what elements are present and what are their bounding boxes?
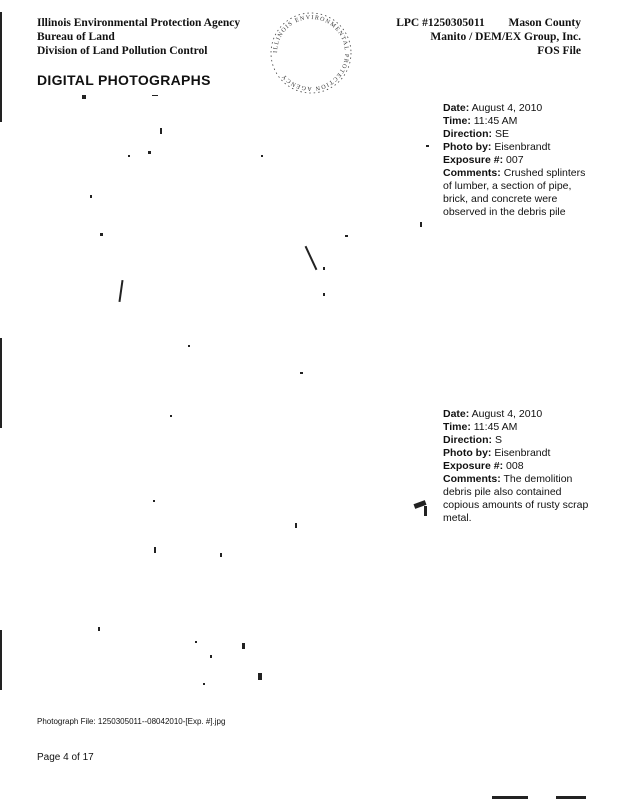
direction-label: Direction: xyxy=(443,128,493,140)
scan-speck xyxy=(195,641,197,643)
scan-speck xyxy=(118,280,123,302)
scan-edge-mark xyxy=(0,12,2,122)
date-value: August 4, 2010 xyxy=(471,102,543,114)
scan-speck xyxy=(100,233,103,236)
scan-speck xyxy=(305,246,318,270)
scan-speck xyxy=(152,95,158,96)
svg-text:ILLINOIS ENVIRONMENTAL PROTECT xyxy=(273,15,349,91)
scan-speck xyxy=(261,155,263,157)
exposure-value: 007 xyxy=(506,154,524,166)
site-name: Manito / DEM/EX Group, Inc. xyxy=(430,31,581,43)
exposure-value: 008 xyxy=(506,460,524,472)
scan-speck xyxy=(82,95,86,99)
scan-speck xyxy=(188,345,190,347)
bureau-name: Bureau of Land xyxy=(37,31,115,43)
scan-edge-mark xyxy=(0,630,2,690)
date-label: Date: xyxy=(443,408,470,420)
scan-speck xyxy=(220,553,222,557)
photographer-label: Photo by: xyxy=(443,141,492,153)
date-label: Date: xyxy=(443,102,470,114)
agency-name: Illinois Environmental Protection Agency xyxy=(37,17,241,29)
scan-speck xyxy=(210,655,212,658)
direction-label: Direction: xyxy=(443,434,493,446)
time-label: Time: xyxy=(443,421,471,433)
time-value: 11:45 AM xyxy=(473,115,518,127)
page-number: Page 4 of 17 xyxy=(37,752,94,763)
scan-speck xyxy=(90,195,92,198)
photo-area xyxy=(20,95,430,705)
comments-label: Comments: xyxy=(443,167,501,179)
scan-speck xyxy=(170,415,172,417)
scan-speck xyxy=(203,683,205,685)
scan-speck xyxy=(242,643,245,649)
scan-speck xyxy=(258,673,262,680)
exposure-label: Exposure #: xyxy=(443,460,504,472)
direction-value: S xyxy=(494,434,502,446)
scan-edge-mark xyxy=(556,796,586,799)
photo-caption-2 xyxy=(443,408,593,525)
county: Mason County xyxy=(508,17,581,29)
scan-speck xyxy=(323,267,325,270)
scan-edge-mark xyxy=(0,338,2,428)
comments-label: Comments: xyxy=(443,473,501,485)
photographer-value: Eisenbrandt xyxy=(494,447,551,459)
seal-text: ILLINOIS ENVIRONMENTAL PROTECTION AGENCY xyxy=(272,14,350,92)
direction-value: SE xyxy=(494,128,509,140)
scan-speck xyxy=(128,155,130,157)
scan-speck xyxy=(345,235,348,237)
agency-header xyxy=(37,16,240,58)
scan-speck xyxy=(323,293,325,296)
page-title: DIGITAL PHOTOGRAPHS xyxy=(37,72,211,88)
lpc-number: LPC #1250305011 xyxy=(396,17,485,29)
scan-speck xyxy=(420,222,422,227)
scan-edge-mark xyxy=(492,796,528,799)
scan-speck xyxy=(98,627,100,631)
scan-speck xyxy=(153,500,155,502)
scan-speck xyxy=(160,128,162,134)
scan-speck xyxy=(148,151,151,154)
time-label: Time: xyxy=(443,115,471,127)
scan-speck xyxy=(154,547,156,553)
agency-seal xyxy=(268,10,354,96)
exposure-label: Exposure #: xyxy=(443,154,504,166)
scan-speck xyxy=(424,506,427,516)
division-name: Division of Land Pollution Control xyxy=(37,45,208,57)
photo-file-name: Photograph File: 1250305011--08042010-[Exp. #].jpg xyxy=(37,717,226,726)
comments-value: Crushed splinters of lumber, a section of pipe, brick, and concrete were observed in the debris pile xyxy=(443,167,586,218)
seal-graphic xyxy=(268,10,354,96)
comments-value: The demolition debris pile also contained copious amounts of rusty scrap metal. xyxy=(443,473,589,524)
photographer-label: Photo by: xyxy=(443,447,492,459)
time-value: 11:45 AM xyxy=(473,421,518,433)
scan-speck xyxy=(295,523,297,528)
scan-speck xyxy=(300,372,303,374)
file-type: FOS File xyxy=(537,45,581,57)
scan-speck xyxy=(426,145,429,147)
date-value: August 4, 2010 xyxy=(471,408,543,420)
photo-caption-1 xyxy=(443,102,593,219)
site-header xyxy=(396,16,581,58)
photographer-value: Eisenbrandt xyxy=(494,141,551,153)
